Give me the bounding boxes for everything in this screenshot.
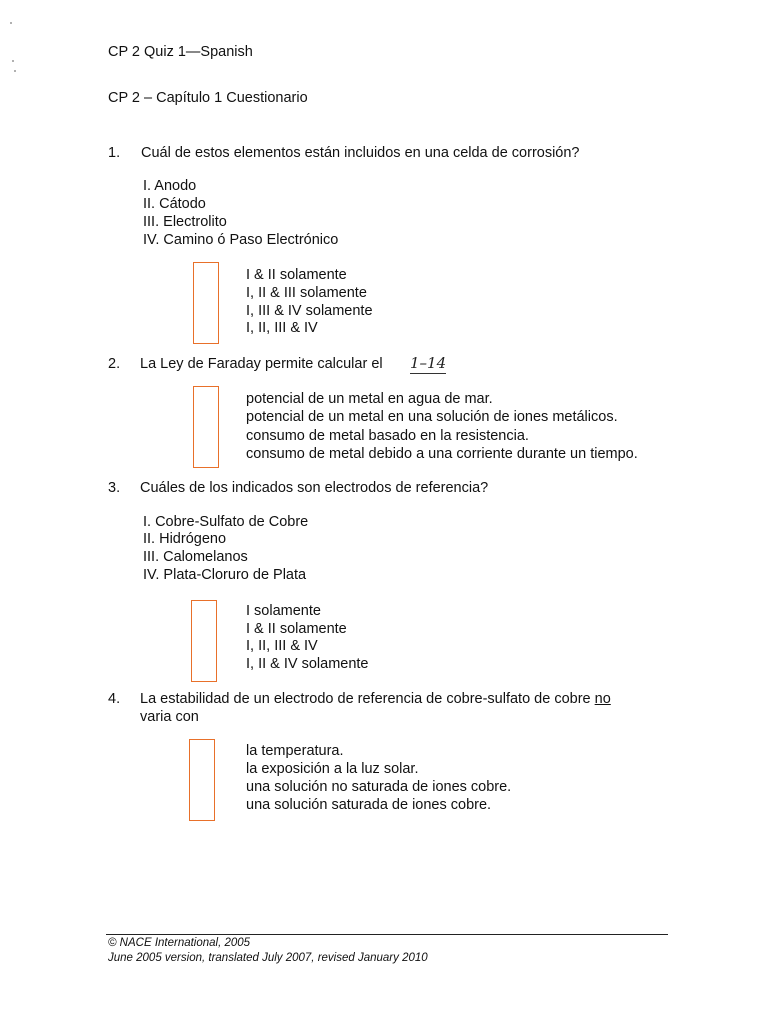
- question-4-option: la exposición a la luz solar.: [246, 761, 419, 777]
- question-1-item: I. Anodo: [143, 178, 197, 194]
- footer-copyright: © NACE International, 2005: [108, 937, 251, 949]
- question-4-option: una solución saturada de iones cobre.: [246, 797, 492, 813]
- question-2-text: La Ley de Faraday permite calcular el: [140, 356, 383, 372]
- footer-divider: [106, 934, 668, 935]
- question-2-option: potencial de un metal en agua de mar.: [246, 391, 493, 407]
- question-1-answer-box[interactable]: [193, 262, 219, 344]
- question-3-text: Cuáles de los indicados son electrodos de referencia?: [140, 480, 489, 496]
- question-1-text: Cuál de estos elementos están incluidos en una celda de corrosión?: [141, 145, 580, 161]
- question-4-option: la temperatura.: [246, 743, 344, 759]
- quiz-title: CP 2 Quiz 1—Spanish: [108, 44, 253, 60]
- scan-speck: [12, 60, 14, 62]
- question-4-text-main: La estabilidad de un electrodo de referencia de cobre-sulfato de cobre: [140, 691, 595, 707]
- question-3-item: IV. Plata-Cloruro de Plata: [143, 567, 307, 583]
- question-4-text-line2: varia con: [140, 709, 199, 725]
- question-3-option: I, II & IV solamente: [246, 656, 369, 672]
- question-1-item: II. Cátodo: [143, 196, 206, 212]
- scan-speck: [14, 70, 16, 72]
- question-2-option: potencial de un metal en una solución de iones metálicos.: [246, 409, 618, 425]
- question-4-number: 4.: [108, 691, 121, 707]
- question-4-negation: no: [594, 691, 611, 707]
- question-3-number: 3.: [108, 480, 121, 496]
- question-4-answer-box[interactable]: [189, 739, 215, 821]
- question-1-option: I, II & III solamente: [246, 285, 367, 301]
- question-1-option: I, III & IV solamente: [246, 303, 373, 319]
- quiz-subtitle: CP 2 – Capítulo 1 Cuestionario: [108, 90, 308, 106]
- question-3-answer-box[interactable]: [191, 600, 217, 682]
- question-3-item: I. Cobre-Sulfato de Cobre: [143, 514, 309, 530]
- question-2-answer-box[interactable]: [193, 386, 219, 468]
- question-2-option: consumo de metal basado en la resistencia.: [246, 428, 529, 444]
- question-3-option: I & II solamente: [246, 621, 347, 637]
- footer-version: June 2005 version, translated July 2007, revised January 2010: [108, 952, 428, 964]
- question-3-item: III. Calomelanos: [143, 549, 248, 565]
- question-1-item: IV. Camino ó Paso Electrónico: [143, 232, 339, 248]
- question-4-option: una solución no saturada de iones cobre.: [246, 779, 512, 795]
- question-4-text: [140, 690, 611, 708]
- question-2-option: consumo de metal debido a una corriente durante un tiempo.: [246, 446, 638, 462]
- handwritten-reference: 1–14: [410, 354, 447, 372]
- question-1-number: 1.: [108, 145, 121, 161]
- question-1-option: I & II solamente: [246, 267, 347, 283]
- question-3-option: I, II, III & IV: [246, 638, 318, 654]
- question-1-item: III. Electrolito: [143, 214, 227, 230]
- scan-speck: [10, 22, 12, 24]
- question-3-item: II. Hidrógeno: [143, 531, 227, 547]
- question-3-option: I solamente: [246, 603, 321, 619]
- question-1-option: I, II, III & IV: [246, 320, 318, 336]
- question-2-number: 2.: [108, 356, 121, 372]
